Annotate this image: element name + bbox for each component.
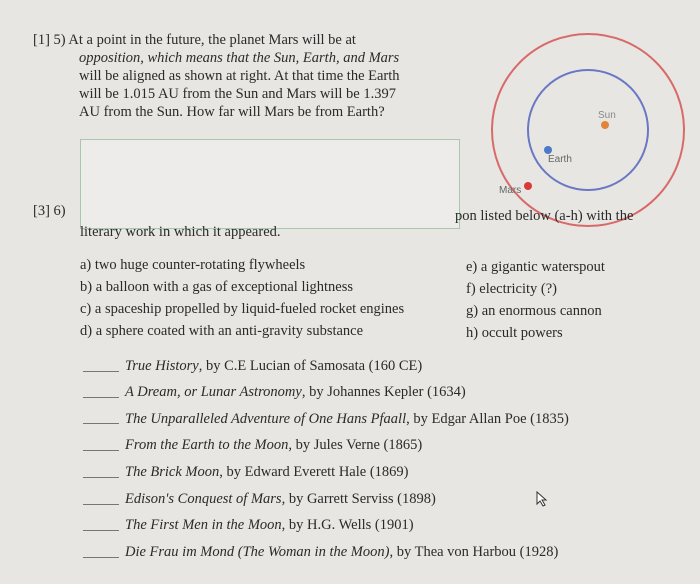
work-author: , by Jules Verne (1865): [288, 437, 423, 453]
work-author: , by H.G. Wells (1901): [281, 517, 414, 533]
work-title: Edison's Conquest of Mars: [125, 491, 282, 507]
answer-blank[interactable]: [83, 450, 119, 451]
option-b: b) a balloon with a gas of exceptional lightness: [80, 279, 354, 295]
mars-label: Mars: [499, 185, 522, 196]
work-title: A Dream, or Lunar Astronomy: [125, 384, 302, 400]
work-author: , by Thea von Harbou (1928): [389, 544, 559, 560]
work-item: [125, 517, 414, 534]
work-title: Die Frau im Mond (The Woman in the Moon): [125, 544, 390, 560]
answer-blank[interactable]: [83, 477, 119, 478]
sun-label: Sun: [598, 110, 616, 121]
earth-label: Earth: [548, 154, 572, 165]
earth-orbit: [528, 70, 648, 190]
option-d: d) a sphere coated with an anti-gravity substance: [80, 323, 364, 339]
work-title: The First Men in the Moon: [125, 517, 282, 533]
work-title: The Unparalleled Adventure of One Hans Pfaall: [125, 411, 407, 427]
question-5-line: will be 1.015 AU from the Sun and Mars will be 1.397: [79, 86, 396, 102]
work-title: From the Earth to the Moon: [125, 437, 289, 453]
answer-blank[interactable]: [83, 423, 119, 424]
earth-icon: [544, 146, 552, 154]
options-right: [466, 256, 605, 344]
mars-orbit: [492, 34, 684, 226]
work-author: , by Garrett Serviss (1898): [281, 491, 436, 507]
orbit-diagram: [470, 30, 690, 230]
work-item: [125, 544, 558, 561]
answer-blank[interactable]: [83, 504, 119, 505]
work-author: , by Johannes Kepler (1634): [301, 384, 466, 400]
question-5-line: will be aligned as shown at right. At that time the Earth: [79, 68, 400, 84]
question-6-text: pon listed below (a-h) with the: [455, 208, 634, 224]
answer-blank[interactable]: [83, 397, 119, 398]
mars-icon: [524, 182, 532, 190]
work-item: [125, 491, 436, 508]
option-a: a) two huge counter-rotating flywheels: [80, 257, 306, 273]
work-title: True History: [125, 358, 199, 374]
work-item: [125, 358, 422, 375]
answer-blank[interactable]: [83, 530, 119, 531]
work-item: [125, 464, 408, 481]
question-5-text: [33, 31, 400, 121]
option-c: c) a spaceship propelled by liquid-fueled rocket engines: [80, 301, 405, 317]
question-5-line: [1] 5) At a point in the future, the planet Mars will be at: [33, 32, 356, 48]
options-left: [80, 254, 404, 342]
option-e: e) a gigantic waterspout: [466, 259, 605, 275]
option-g: g) an enormous cannon: [466, 303, 602, 319]
option-h: h) occult powers: [466, 325, 563, 341]
mouse-pointer-icon: [536, 491, 548, 507]
work-author: , by Edgar Allan Poe (1835): [406, 411, 569, 427]
work-author: , by Edward Everett Hale (1869): [219, 464, 409, 480]
answer-blank[interactable]: [83, 371, 119, 372]
answer-box[interactable]: [80, 139, 460, 229]
question-5-line: AU from the Sun. How far will Mars be from Earth?: [79, 104, 385, 120]
work-author: , by C.E Lucian of Samosata (160 CE): [198, 358, 423, 374]
answer-blank[interactable]: [83, 557, 119, 558]
work-item: [125, 411, 569, 428]
question-6-label: [3] 6): [33, 203, 66, 219]
work-title: The Brick Moon: [125, 464, 220, 480]
work-item: [125, 384, 466, 401]
option-f: f) electricity (?): [466, 281, 557, 297]
sun-icon: [601, 121, 609, 129]
question-5-line: opposition, which means that the Sun, Earth, and Mars: [79, 50, 400, 66]
question-6-text: literary work in which it appeared.: [80, 224, 281, 240]
work-item: [125, 437, 422, 454]
